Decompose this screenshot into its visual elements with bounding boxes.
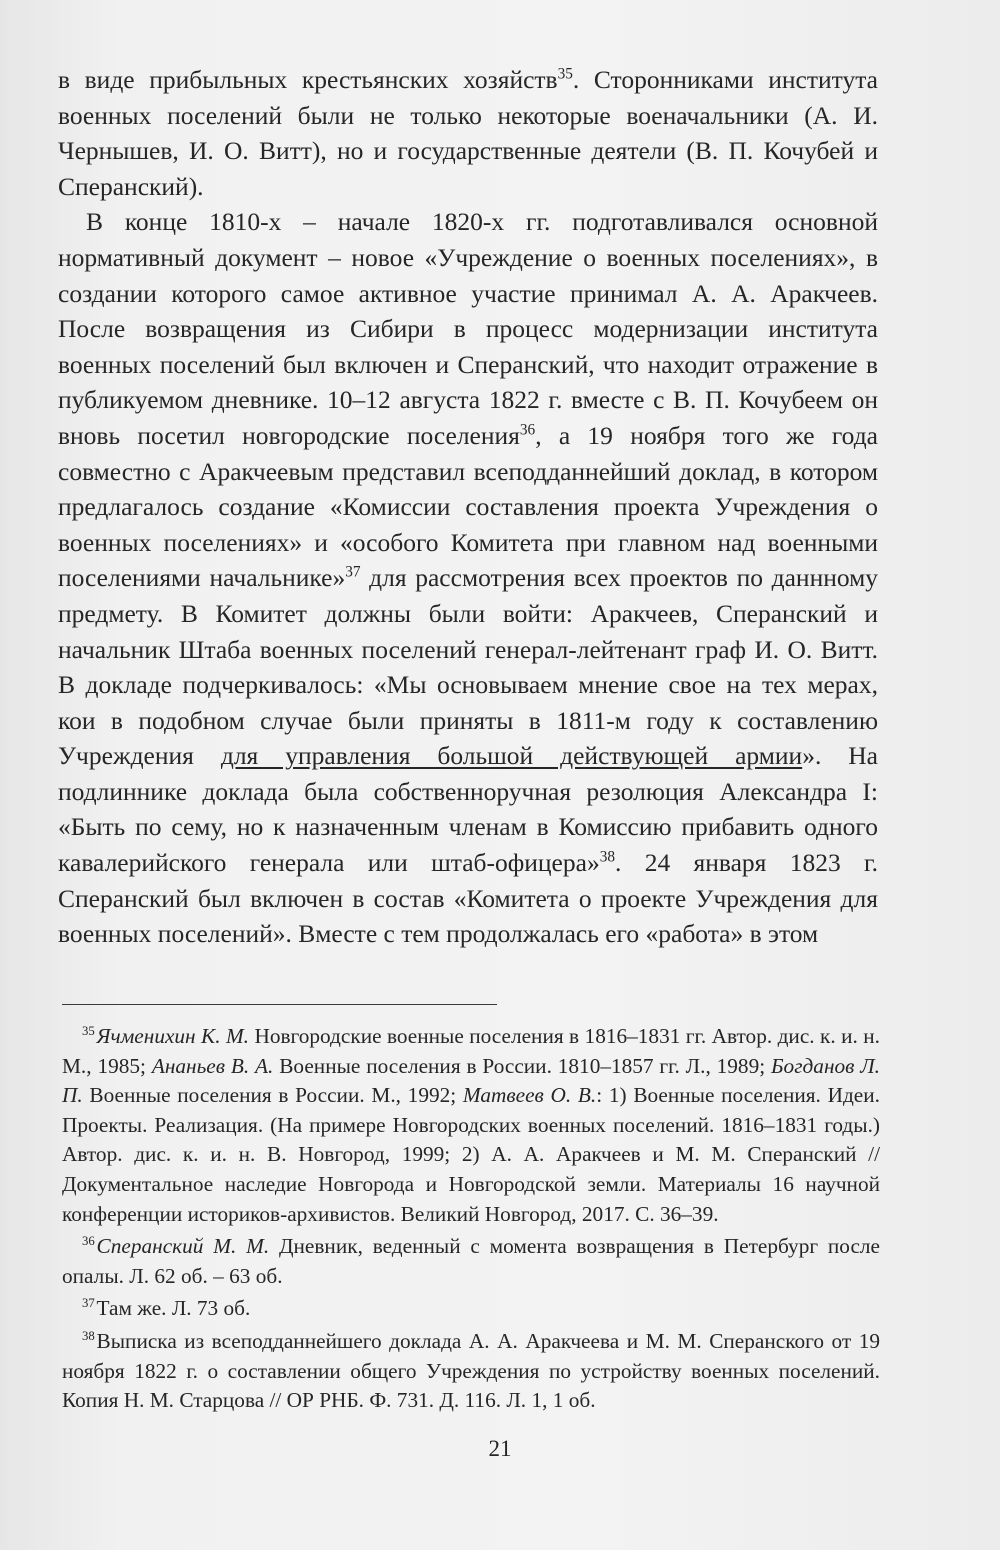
footnote-38: $^{38}$ Выписка из всеподданнейшего доклада А. А. Аракчеева и М. М. Сперанского от 19 ноября 1822 г. о составлении общего Учреждения по устройству военных поселений. Копия Н. М. Старцова // ОР РНБ. Ф. 731. Д. 116. Л. 1, 1 об. (62, 1328, 880, 1413)
paragraph-1: в виде прибыльных крестьянских хозяйств$^{35}$. Сторонниками института военных поселений были не только некоторые военачальники (А. И. Чернышев, И. О. Витт), но и государственные деятели (В. П. Кочубей и Сперанский). (58, 65, 878, 201)
footnote-ref-35: 35 (557, 65, 573, 83)
footnote-number: 35 (82, 1023, 95, 1038)
footnote-ref-37: 37 (345, 563, 361, 581)
footnote-ref-38: 38 (599, 848, 615, 866)
underlined-phrase: для управления большой действующей армии (220, 741, 803, 771)
footnote-ref-36: 36 (519, 421, 536, 439)
footnote-37: $^{37}$ Там же. Л. 73 об. (82, 1296, 251, 1321)
footnote-number: 37 (82, 1296, 95, 1311)
footnote-separator (62, 1004, 497, 1005)
footnotes (62, 1022, 880, 1416)
footnote-36: $^{36}$ Сперанский М. М. Дневник, веденный с момента возвращения в Петербург после опалы. Л. 62 об. – 63 об. (62, 1234, 880, 1288)
main-text (58, 62, 878, 952)
page-number: 21 (488, 1436, 512, 1461)
footnote-number: 38 (82, 1328, 95, 1343)
footnote-number: 36 (82, 1234, 95, 1249)
footnote-35: $^{35}$ Ячменихин К. М. Новгородские военные поселения в 1816–1831 гг. Автор. дис. к. и. н. М., 1985; Ананьев В. А. Военные поселения в России. 1810–1857 гг. Л., 1989; Богданов Л. П. Военные поселения в России. М., 1992; Матвеев О. В.: 1) Военные поселения. Идеи. Проекты. Реализация. (На примере Новгородских военных поселений. 1816–1831 годы.) Автор. дис. к. и. н. В. Новгород, 1999; 2) А. А. Аракчеев и М. М. Сперанский // Документальное наследие Новгорода и Новгородской земли. Материалы 16 научной конференции историков-архивистов. Великий Новгород, 2017. С. 36–39. (62, 1023, 880, 1226)
paragraph-2: В конце 1810-х – начале 1820-х гг. подготавливался основной нормативный документ – новое «Учреждение о военных поселениях», в создании которого самое активное участие принимал А. А. Аракчеев. После возвращения из Сибири в процесс модернизации института военных поселений был включен и Сперанский, что находит отражение в публикуемом дневнике. 10–12 августа 1822 г. вместе с В. П. Кочубеем он вновь посетил новгородские поселения$^{36}$, а 19 ноября того же года совместно с Аракчеевым представил всеподданнейший доклад, в котором предлагалось создание «Комиссии составления проекта Учреждения о военных поселениях» и «особого Комитета при главном над военными поселениями начальнике»$^{37}$ для рассмотрения всех проектов по даннному предмету. В Комитет должны были войти: Аракчеев, Сперанский и начальник Штаба военных поселений генерал-лейтенант граф И. О. Витт. В докладе подчеркивалось: «Мы основываем мнение свое на тех мерах, кои в подобном случае были приняты в 1811-м году к составлению Учреждения для управления большой действующей армии». На подлиннике доклада была собственноручная резолюция Александра I: «Быть по сему, но к назначенным членам в Комиссию прибавить одного кавалерийского генерала или штаб-офицера»$^{38}$. 24 января 1823 г. Сперанский был включен в состав «Комитета о проекте Учреждения для военных поселений». Вместе с тем продолжалась его «работа» в этом (58, 207, 879, 949)
